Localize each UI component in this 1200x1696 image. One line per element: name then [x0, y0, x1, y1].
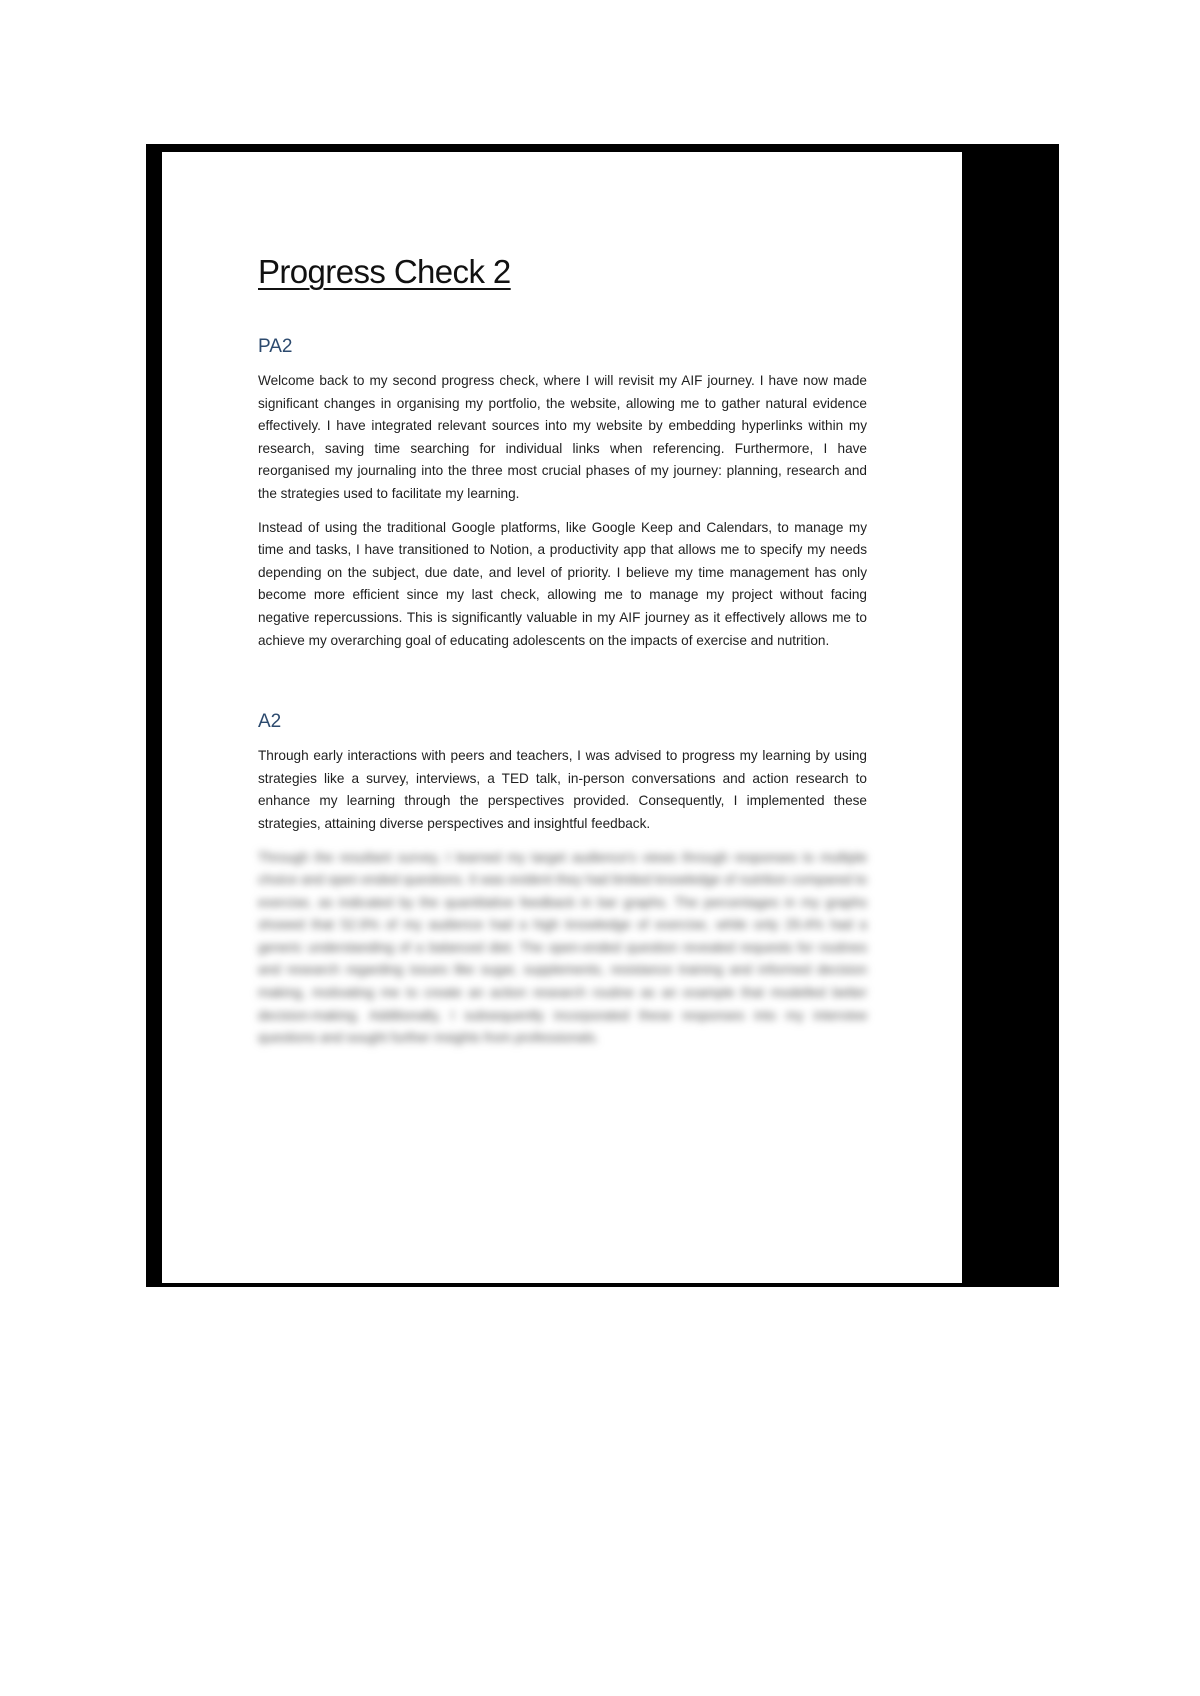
document-page: [162, 152, 962, 1283]
paragraph: Instead of using the traditional Google platforms, like Google Keep and Calendars, to manage my time and tasks, I have transitioned to Notion, a productivity app that allows me to specify my needs depending on the subject, due date, and level of priority. I believe my time management has only become more efficient since my last check, allowing me to manage my project without facing negative repercussions. This is significantly valuable in my AIF journey as it effectively allows me to achieve my overarching goal of educating adolescents on the impacts of exercise and nutrition.: [258, 519, 867, 648]
section-heading-a2: A2: [258, 711, 282, 733]
document-frame: [146, 144, 1059, 1287]
paragraph: Welcome back to my second progress check, where I will revisit my AIF journey. I have now made significant changes in organising my portfolio, the website, allowing me to gather natural evidence effectively. I have integrated relevant sources into my website by embedding hyperlinks within my research, saving time searching for individual links when referencing. Furthermore, I have reorganised my journaling into the three most crucial phases of my journey: planning, research and the strategies used to facilitate my learning.: [258, 373, 867, 501]
page-title: Progress Check 2: [258, 253, 511, 290]
blurred-paragraph: Through the resultant survey, I learned my target audience's views through responses to multiple choice and open ended questions. It was evident they had limited knowledge of nutrition compared to exercise, as indicated by the quantitative feedback in bar graphs. The percentages in my graphs showed that 52.9% of my audience had a high knowledge of exercise, while only 29.4% had a generic understanding of a balanced diet. The open-ended question revealed requests for routines and research regarding issues like sugar, supplements, resistance training and informed decision making, motivating me to create an action research routine as an example that modelled better decision-making. Additionally, I subsequently incorporated these responses into my interview questions and sought further insights from professionals.: [258, 849, 867, 1046]
page-content: [258, 252, 867, 1061]
section-spacer: [258, 663, 867, 711]
paragraph: Through early interactions with peers and teachers, I was advised to progress my learning by using strategies like a survey, interviews, a TED talk, in-person conversations and action research to enhance my learning through the perspectives provided. Consequently, I implemented these strategies, attaining diverse perspectives and insightful feedback.: [258, 748, 867, 831]
section-heading-pa2: PA2: [258, 336, 293, 357]
